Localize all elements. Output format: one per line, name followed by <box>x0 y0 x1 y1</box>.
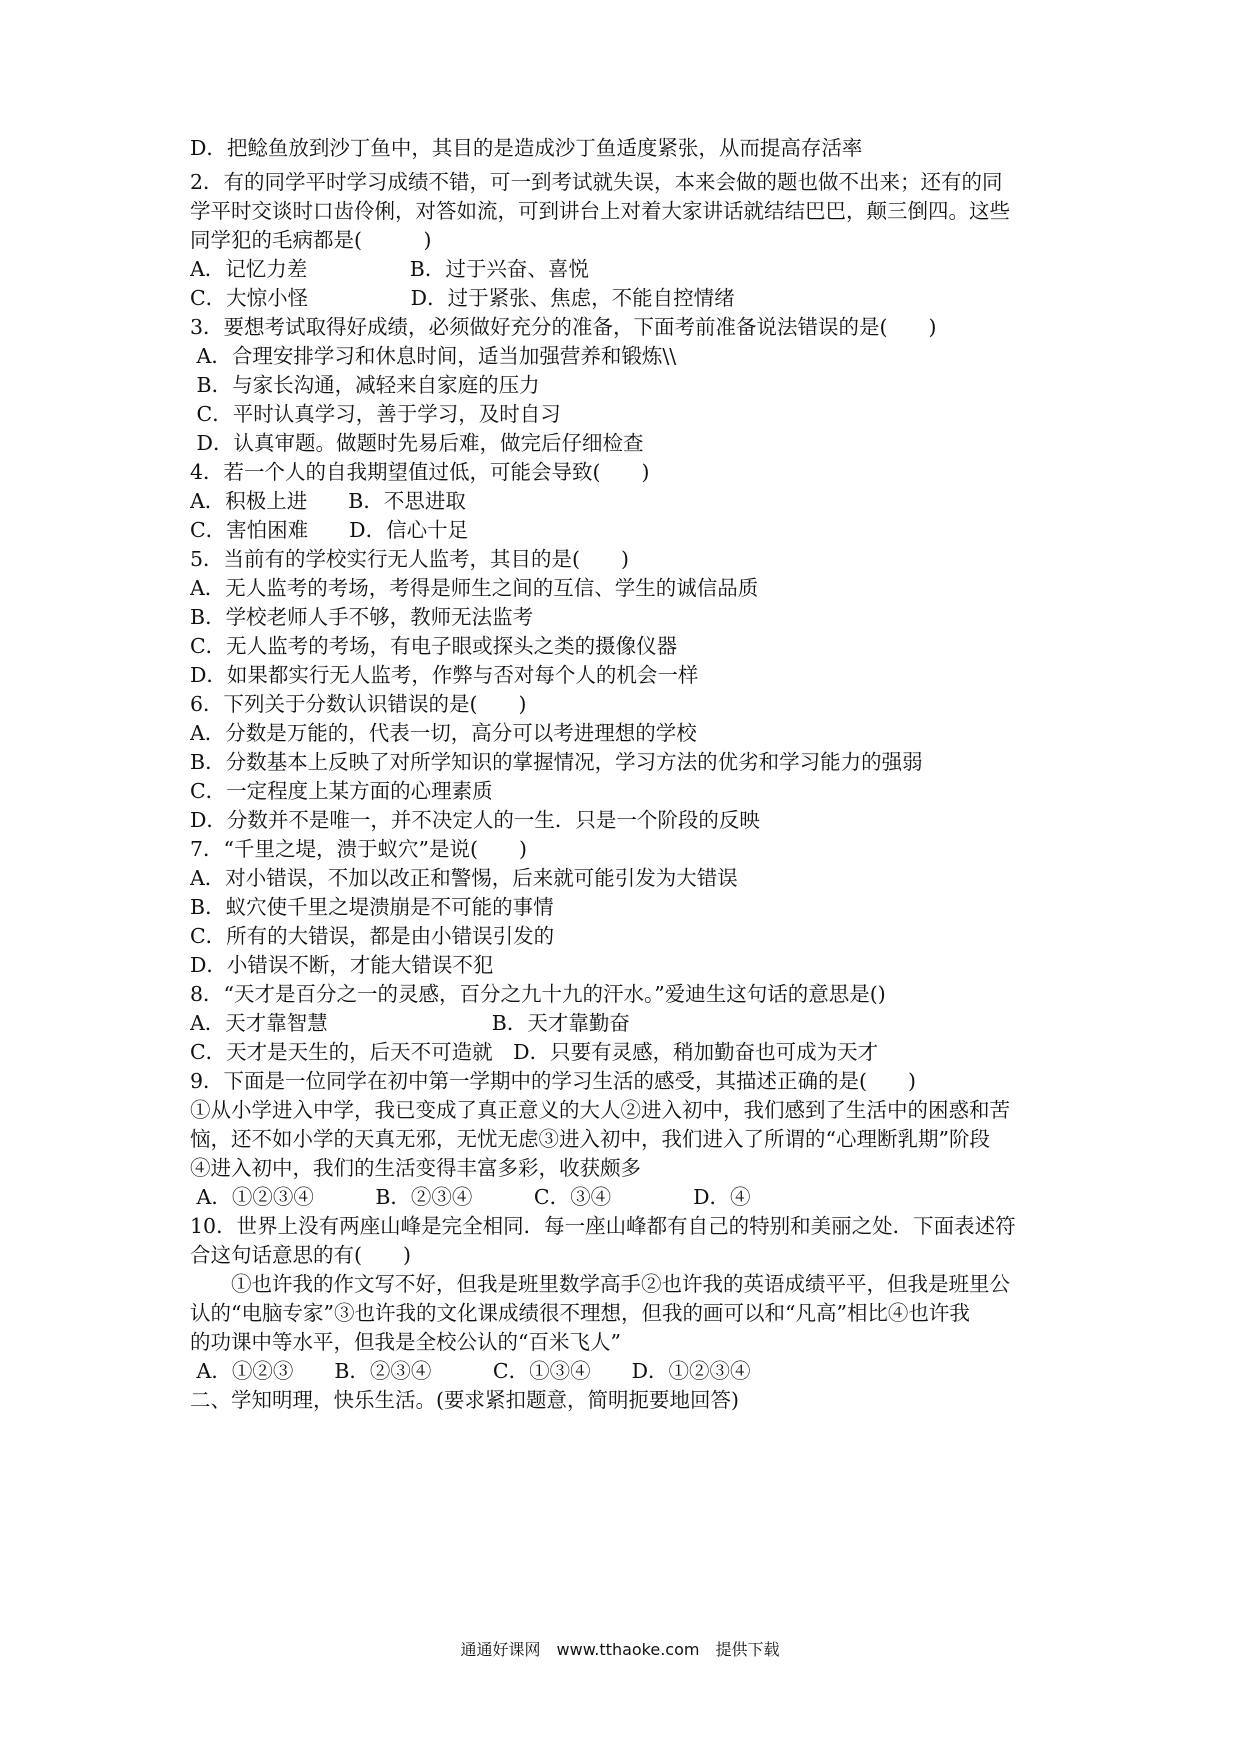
option-line: A．对小错误，不加以改正和警惕，后来就可能引发为大错误 <box>190 866 738 890</box>
text-line: ④进入初中，我们的生活变得丰富多彩，收获颇多 <box>190 1156 641 1180</box>
option-line: D．小错误不断，才能大错误不犯 <box>190 953 494 977</box>
option-line: C．天才是天生的，后天不可造就 D．只要有灵感，稍加勤奋也可成为天才 <box>190 1040 879 1064</box>
question-8-line: 8．“天才是百分之一的灵感，百分之九十九的汗水。”爱迪生这句话的意思是() <box>190 982 886 1006</box>
text-line: 合这句话意思的有( ) <box>190 1243 411 1267</box>
text-line: D．把鲶鱼放到沙丁鱼中，其目的是造成沙丁鱼适度紧张，从而提高存活率 <box>190 136 863 160</box>
option-line: C．所有的大错误，都是由小错误引发的 <box>190 924 555 948</box>
option-line: A．分数是万能的，代表一切，高分可以考进理想的学校 <box>190 721 697 745</box>
option-line: C．大惊小怪 D．过于紧张、焦虑，不能自控情绪 <box>190 286 735 310</box>
question-2-line: 2．有的同学平时学习成绩不错，可一到考试就失误，本来会做的题也做不出来；还有的同 <box>190 170 1003 194</box>
question-9-line: 9．下面是一位同学在初中第一学期中的学习生活的感受，其描述正确的是( ) <box>190 1069 917 1093</box>
question-7-line: 7．“千里之堤，溃于蚁穴”是说( ) <box>190 837 527 861</box>
text-line: 学平时交谈时口齿伶俐，对答如流，可到讲台上对着大家讲话就结结巴巴，颠三倒四。这些 <box>190 199 1010 223</box>
question-6-line: 6．下列关于分数认识错误的是( ) <box>190 692 527 716</box>
option-line: A．①②③④ B．②③④ C．③④ D．④ <box>190 1185 751 1209</box>
question-3-line: 3．要想考试取得好成绩，必须做好充分的准备，下面考前准备说法错误的是( ) <box>190 315 937 339</box>
option-line: B．与家长沟通，减轻来自家庭的压力 <box>190 373 540 397</box>
option-line: A．无人监考的考场，考得是师生之间的互信、学生的诚信品质 <box>190 576 759 600</box>
option-line: D．如果都实行无人监考，作弊与否对每个人的机会一样 <box>190 663 699 687</box>
option-line: C．一定程度上某方面的心理素质 <box>190 779 493 803</box>
option-line: A．积极上进 B．不思进取 <box>190 489 466 513</box>
text-line: ①也许我的作文写不好，但我是班里数学高手②也许我的英语成绩平平，但我是班里公 <box>190 1272 1010 1296</box>
option-line: C．害怕困难 D．信心十足 <box>190 518 469 542</box>
option-line: D．分数并不是唯一，并不决定人的一生．只是一个阶段的反映 <box>190 808 760 832</box>
text-line: 认的“电脑专家”③也许我的文化课成绩很不理想，但我的画可以和“凡高”相比④也许我 <box>190 1301 970 1325</box>
option-line: B．蚁穴使千里之堤溃崩是不可能的事情 <box>190 895 554 919</box>
text-line: 恼，还不如小学的天真无邪，无忧无虑③进入初中，我们进入了所谓的“心理断乳期”阶段 <box>190 1127 990 1151</box>
option-line: D．认真审题。做题时先易后难，做完后仔细检查 <box>190 431 644 455</box>
option-line: A．①②③ B．②③④ C．①③④ D．①②③④ <box>190 1359 751 1383</box>
question-10-line: 10．世界上没有两座山峰是完全相同．每一座山峰都有自己的特别和美丽之处．下面表述符 <box>190 1214 1016 1238</box>
text-line: 同学犯的毛病都是( ) <box>190 228 432 252</box>
section-heading: 二、学知明理，快乐生活。(要求紧扣题意，简明扼要地回答) <box>190 1388 739 1412</box>
question-5-line: 5．当前有的学校实行无人监考，其目的是( ) <box>190 547 630 571</box>
option-line: C．无人监考的考场，有电子眼或探头之类的摄像仪器 <box>190 634 678 658</box>
page-footer: 通通好课网 www.tthaoke.com 提供下载 <box>460 1640 780 1659</box>
option-line: C．平时认真学习，善于学习，及时自习 <box>190 402 561 426</box>
text-line: ①从小学进入中学，我已变成了真正意义的大人②进入初中，我们感到了生活中的困惑和苦 <box>190 1098 1010 1122</box>
option-line: B．学校老师人手不够，教师无法监考 <box>190 605 534 629</box>
text-line: 的功课中等水平，但我是全校公认的“百米飞人” <box>190 1330 621 1354</box>
option-line: A．记忆力差 B．过于兴奋、喜悦 <box>190 257 589 281</box>
question-4-line: 4．若一个人的自我期望值过低，可能会导致( ) <box>190 460 650 484</box>
option-line: A．合理安排学习和休息时间，适当加强营养和锻炼\\ <box>190 344 677 368</box>
option-line: B．分数基本上反映了对所学知识的掌握情况，学习方法的优劣和学习能力的强弱 <box>190 750 923 774</box>
option-line: A．天才靠智慧 B．天才靠勤奋 <box>190 1011 630 1035</box>
